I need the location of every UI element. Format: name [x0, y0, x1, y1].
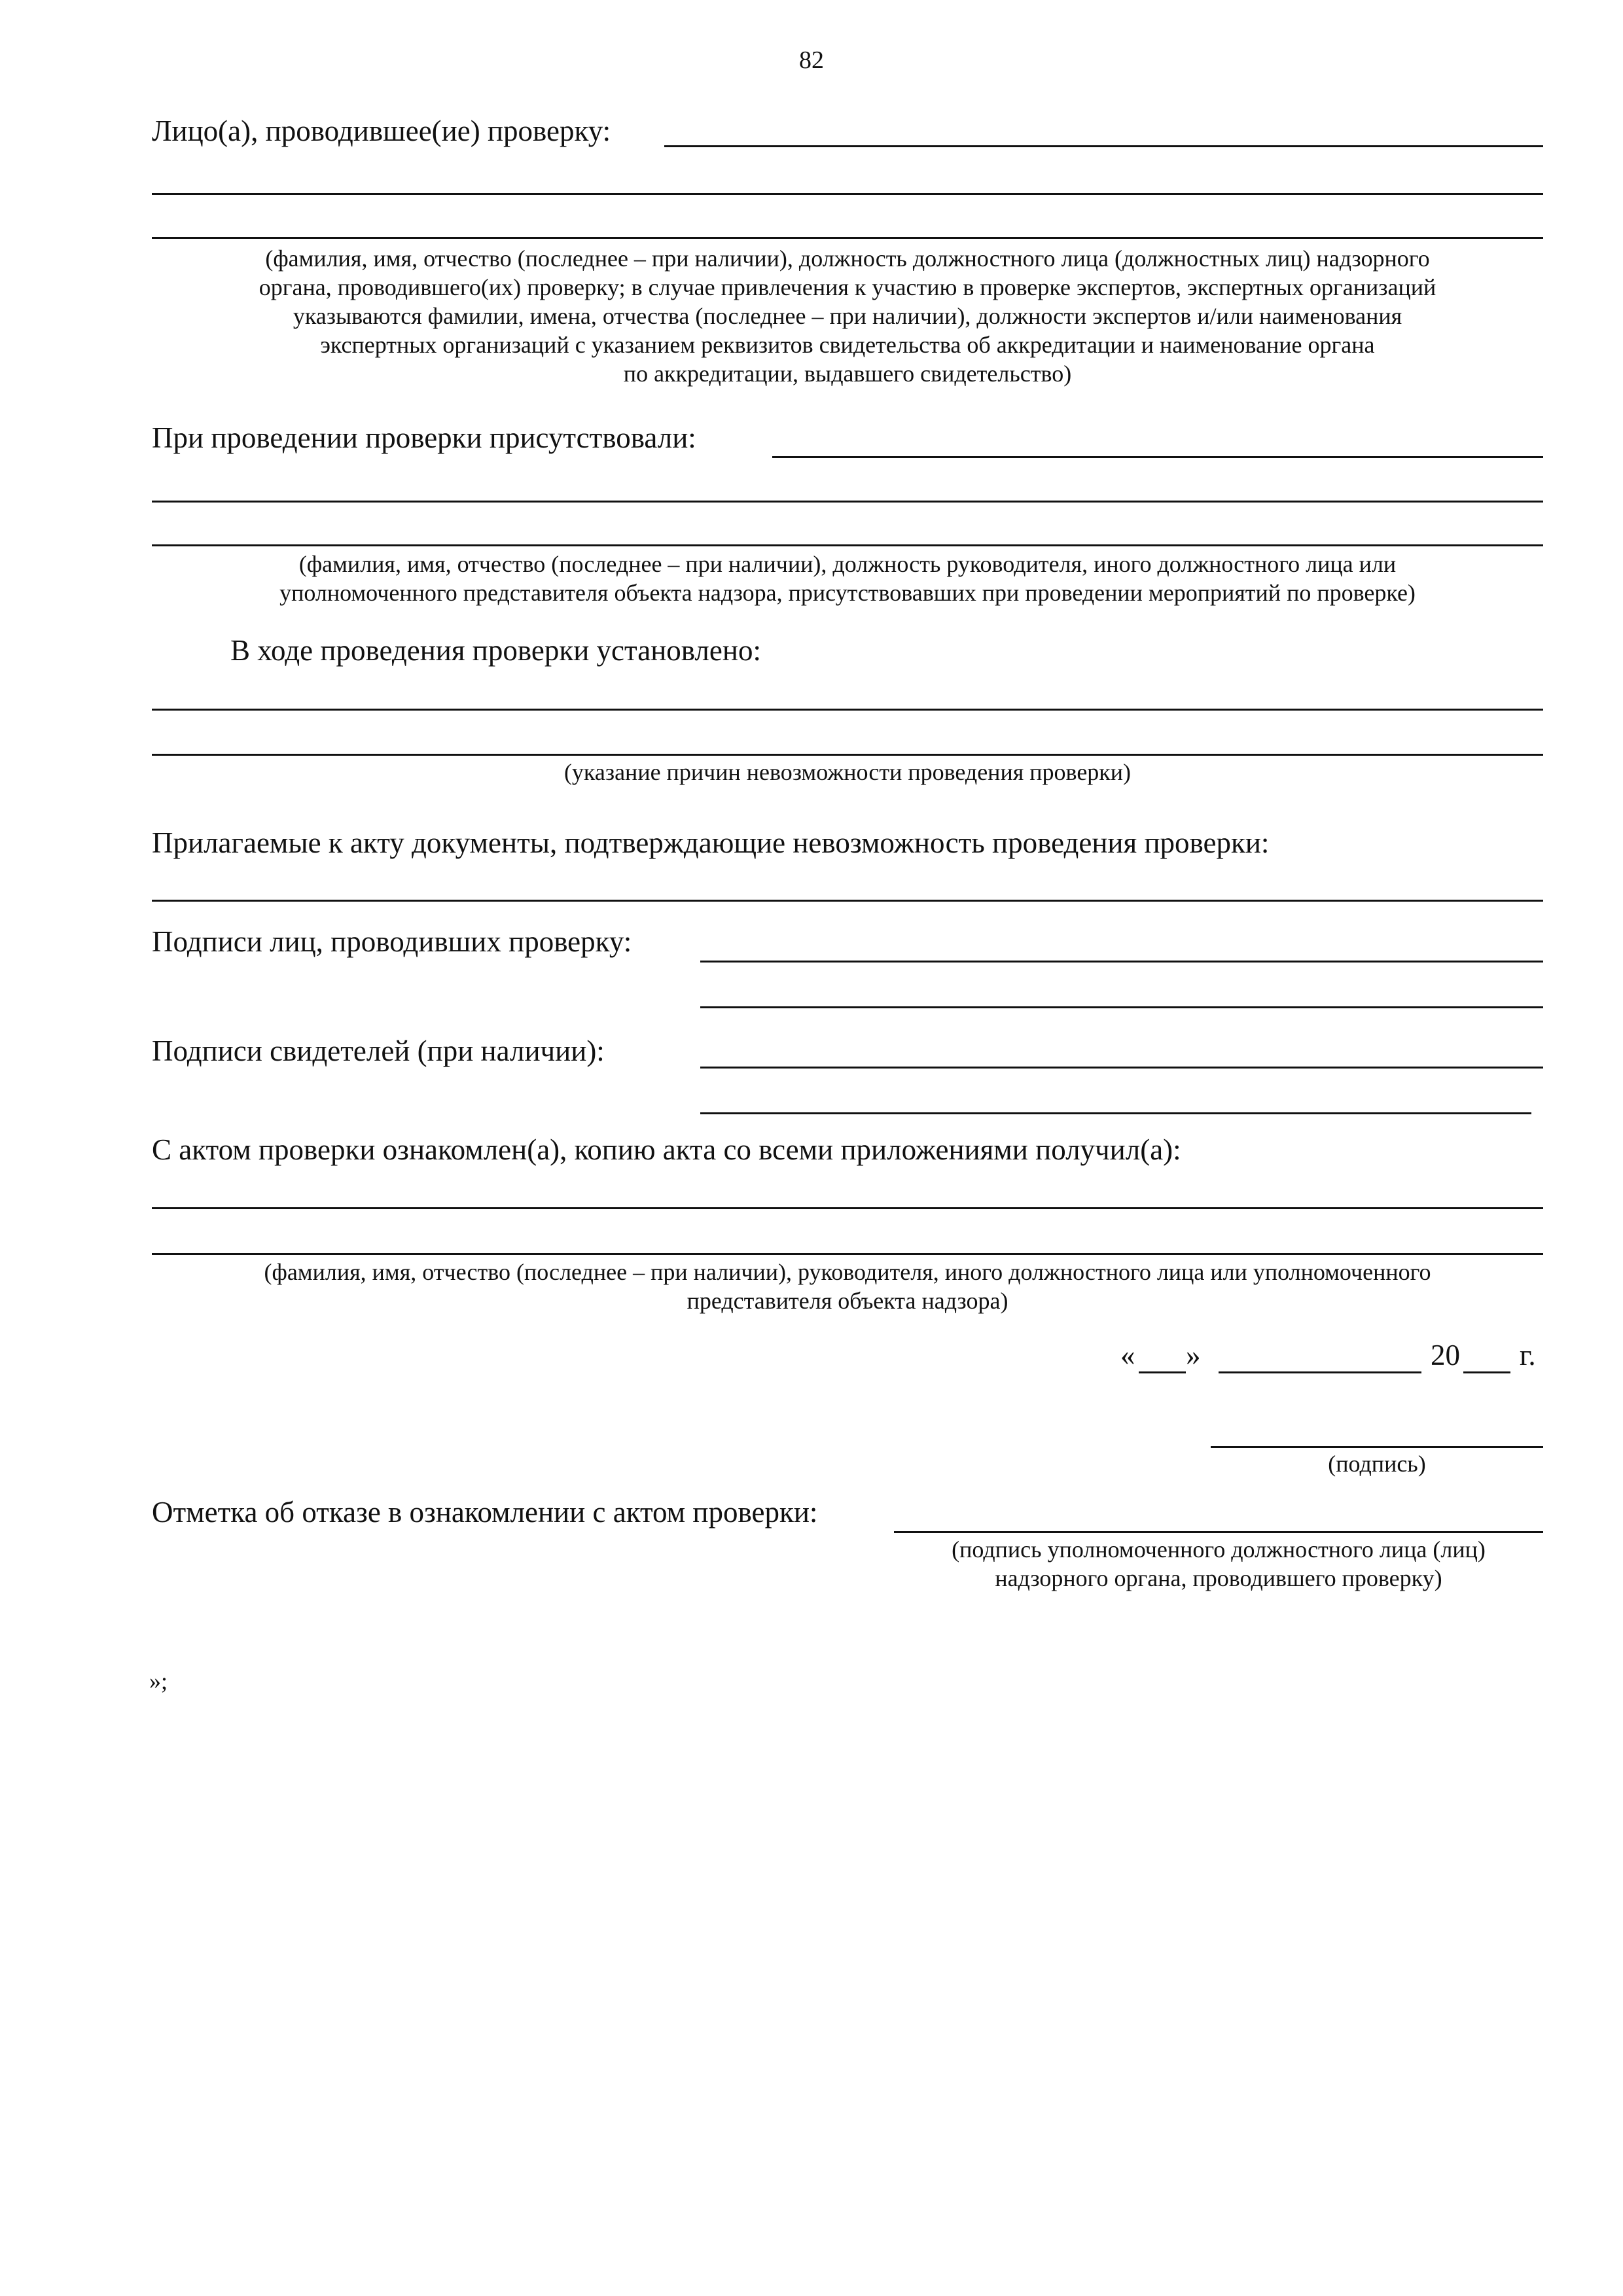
refusal-field-line[interactable] [894, 1531, 1543, 1533]
findings-caption: (указание причин невозможности проведения проверки) [563, 759, 1132, 785]
witness-signature-line-2[interactable] [700, 1112, 1531, 1114]
findings-field-line-2[interactable] [152, 754, 1543, 756]
signature-caption: (подпись) [1328, 1451, 1426, 1477]
acquainted-field-line-2[interactable] [152, 1253, 1543, 1255]
attached-docs-label: Прилагаемые к акту документы, подтверждающие невозможность проведения проверки: [152, 826, 1270, 859]
present-field-line-2[interactable] [152, 501, 1543, 503]
inspectors-field-line-3[interactable] [152, 237, 1543, 239]
findings-label: В ходе проведения проверки установлено: [230, 634, 761, 667]
acquainted-field-line-1[interactable] [152, 1207, 1543, 1209]
date-month-field[interactable] [1219, 1371, 1421, 1373]
acquainted-caption-line: (фамилия, имя, отчество (последнее – при наличии), руководителя, иного должностного лица или уполномоченного [264, 1259, 1431, 1285]
present-field-line-3[interactable] [152, 544, 1543, 546]
acquainted-label: С актом проверки ознакомлен(а), копию акта со всеми приложениями получил(а): [152, 1133, 1181, 1166]
inspectors-field-line-1[interactable] [664, 145, 1543, 147]
inspectors-label: Лицо(а), проводившее(ие) проверку: [152, 115, 611, 147]
findings-field-line-1[interactable] [152, 709, 1543, 711]
inspector-signatures-label: Подписи лиц, проводивших проверку: [152, 925, 632, 958]
present-field-line-1[interactable] [772, 456, 1543, 458]
present-label: При проведении проверки присутствовали: [152, 421, 696, 454]
date-day-field[interactable] [1139, 1371, 1186, 1373]
date-year-field[interactable] [1463, 1371, 1510, 1373]
acquainted-caption-line: представителя объекта надзора) [687, 1288, 1008, 1314]
inspectors-caption-line: (фамилия, имя, отчество (последнее – при наличии), должность должностного лица (должностных лиц) надзорного [265, 245, 1430, 272]
signature-field-line[interactable] [1211, 1446, 1543, 1448]
inspectors-caption-line: указываются фамилии, имена, отчества (последнее – при наличии), должности экспертов и/или наименования [293, 303, 1402, 329]
date-open-quote: « [1120, 1339, 1135, 1371]
date-year-prefix: 20 [1431, 1339, 1460, 1371]
refusal-caption-line: (подпись уполномоченного должностного лица (лиц) [952, 1536, 1486, 1563]
present-caption-line: уполномоченного представителя объекта надзора, присутствовавших при проведении мероприятий по проверке) [279, 580, 1416, 606]
inspector-signature-line-1[interactable] [700, 961, 1543, 963]
inspectors-caption [152, 244, 1543, 388]
inspectors-caption-line: органа, проводившего(их) проверку; в случае привлечения к участию в проверке экспертов, экспертных организаций [259, 274, 1436, 300]
date-year-suffix: г. [1520, 1339, 1536, 1371]
inspectors-field-line-2[interactable] [152, 193, 1543, 195]
present-caption-line: (фамилия, имя, отчество (последнее – при наличии), должность руководителя, иного должностного лица или [298, 551, 1397, 577]
inspectors-caption-line: экспертных организаций с указанием реквизитов свидетельства об аккредитации и наименование органа [320, 332, 1375, 358]
present-caption [152, 550, 1543, 607]
refusal-caption [894, 1535, 1543, 1593]
page-number: 82 [799, 46, 824, 74]
inspectors-caption-line: по аккредитации, выдавшего свидетельство) [623, 361, 1072, 387]
witness-signature-line-1[interactable] [700, 1067, 1543, 1069]
acquainted-caption [152, 1258, 1543, 1315]
attached-docs-field-line[interactable] [152, 900, 1543, 902]
refusal-caption-line: надзорного органа, проводившего проверку) [995, 1565, 1442, 1591]
closing-mark: »; [149, 1668, 168, 1694]
witness-signatures-label: Подписи свидетелей (при наличии): [152, 1034, 605, 1067]
refusal-label: Отметка об отказе в ознакомлении с актом проверки: [152, 1496, 818, 1528]
inspector-signature-line-2[interactable] [700, 1006, 1543, 1008]
date-close-quote: » [1186, 1339, 1201, 1371]
